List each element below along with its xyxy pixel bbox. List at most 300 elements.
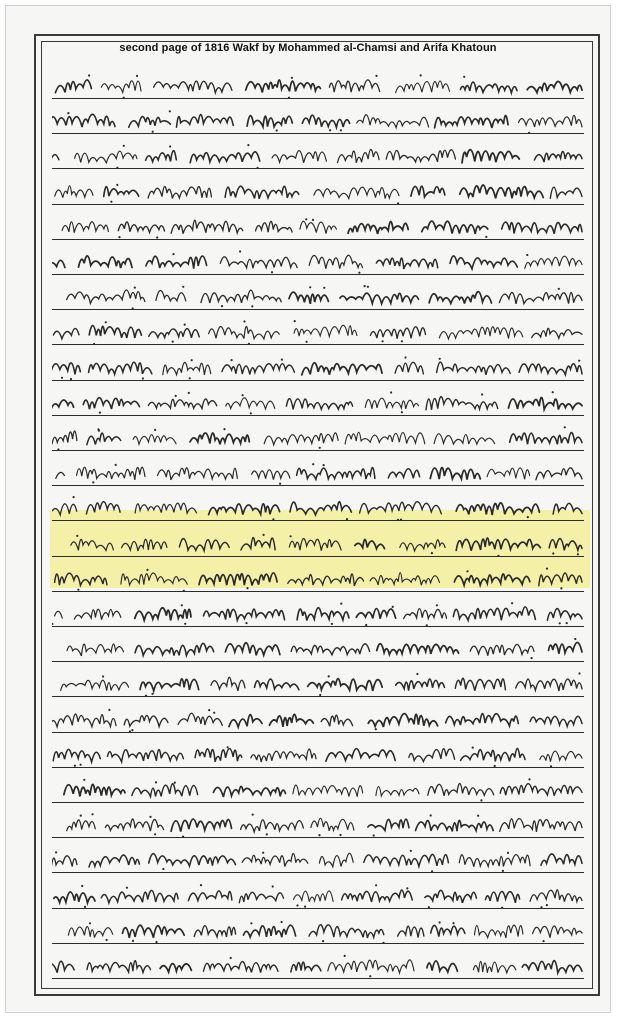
ink-stroke xyxy=(171,819,231,832)
ink-stroke xyxy=(121,573,187,585)
script-line xyxy=(52,598,584,628)
ink-dot xyxy=(152,131,154,133)
ink-stroke xyxy=(536,468,582,480)
ink-dot xyxy=(172,253,174,255)
ink-dot xyxy=(436,604,438,606)
ink-stroke xyxy=(135,504,196,514)
ink-stroke xyxy=(270,714,314,726)
ink-dot xyxy=(221,305,223,307)
ink-stroke xyxy=(190,433,249,444)
ink-stroke xyxy=(74,609,121,619)
ink-stroke xyxy=(519,363,582,374)
ink-dot xyxy=(126,886,128,888)
ink-dot xyxy=(97,428,99,430)
ink-stroke xyxy=(241,537,275,549)
ink-stroke xyxy=(79,256,133,268)
ink-stroke xyxy=(132,784,198,797)
ink-stroke xyxy=(486,891,520,902)
ink-dot xyxy=(552,552,554,554)
ink-stroke xyxy=(101,81,141,93)
ink-stroke xyxy=(194,925,235,936)
ink-stroke xyxy=(309,925,384,938)
ink-dot xyxy=(67,112,69,114)
ink-dot xyxy=(323,464,325,466)
ink-dot xyxy=(546,904,548,906)
ink-stroke xyxy=(547,609,582,621)
ink-dot xyxy=(466,570,468,572)
ink-dot xyxy=(80,763,82,765)
ink-stroke xyxy=(289,292,328,304)
ink-dot xyxy=(91,813,93,815)
ink-dot xyxy=(108,708,110,710)
ink-stroke xyxy=(52,362,80,374)
ink-stroke xyxy=(427,961,458,972)
ink-dot xyxy=(369,975,371,977)
ink-stroke xyxy=(470,645,534,656)
ink-stroke xyxy=(195,748,242,761)
ink-dot xyxy=(552,391,554,393)
ink-dot xyxy=(102,676,104,678)
ink-dot xyxy=(189,377,191,379)
ink-stroke xyxy=(135,644,214,656)
ink-stroke xyxy=(446,713,519,725)
ink-stroke xyxy=(52,155,59,160)
ink-stroke xyxy=(364,855,449,867)
ink-stroke xyxy=(386,150,455,162)
ink-dot xyxy=(132,940,134,942)
ink-stroke xyxy=(108,749,184,761)
ink-stroke xyxy=(411,186,445,197)
ink-dot xyxy=(169,146,171,148)
ink-dot xyxy=(358,272,360,274)
ink-dot xyxy=(480,799,482,801)
ink-dot xyxy=(262,852,264,854)
ink-dot xyxy=(55,852,57,854)
ink-stroke xyxy=(53,749,100,762)
ink-dot xyxy=(208,709,210,711)
ink-dot xyxy=(73,496,75,498)
ink-dot xyxy=(239,250,241,252)
ink-stroke xyxy=(308,679,383,691)
ink-stroke xyxy=(160,964,191,972)
ink-stroke xyxy=(220,257,297,268)
ink-stroke xyxy=(499,293,582,304)
ink-dot xyxy=(88,74,90,76)
ink-dot xyxy=(309,286,311,288)
ink-dot xyxy=(344,955,346,957)
ink-stroke xyxy=(177,115,234,128)
ink-dot xyxy=(145,695,147,697)
ink-dot xyxy=(154,833,156,835)
ink-dot xyxy=(134,287,136,289)
ink-dot xyxy=(77,588,79,590)
ink-stroke xyxy=(395,362,423,374)
ink-stroke xyxy=(104,186,139,196)
ink-dot xyxy=(223,428,225,430)
ink-dot xyxy=(188,392,190,394)
ink-stroke xyxy=(101,890,178,902)
script-line xyxy=(52,316,584,346)
ink-stroke xyxy=(64,784,125,796)
script-line xyxy=(52,668,584,698)
ink-dot xyxy=(397,202,399,204)
ink-dot xyxy=(329,129,331,131)
ink-stroke xyxy=(396,679,445,691)
script-line xyxy=(52,246,584,276)
ink-dot xyxy=(430,815,432,817)
ink-stroke xyxy=(434,434,495,444)
ink-dot xyxy=(375,884,377,886)
ink-dot xyxy=(331,623,333,625)
ink-stroke xyxy=(256,221,293,232)
ink-stroke xyxy=(264,433,338,445)
ink-dot xyxy=(251,305,253,307)
ink-dot xyxy=(156,236,158,238)
ink-dot xyxy=(288,97,290,99)
ink-dot xyxy=(80,815,82,817)
ink-stroke xyxy=(487,468,529,479)
ink-dot xyxy=(559,622,561,624)
script-line xyxy=(52,880,584,910)
ink-dot xyxy=(123,145,125,147)
ink-stroke xyxy=(225,643,280,656)
ink-stroke xyxy=(376,258,437,269)
ink-stroke xyxy=(338,150,380,163)
ink-stroke xyxy=(461,748,525,761)
script-line xyxy=(52,492,584,522)
ink-stroke xyxy=(329,80,379,92)
ink-stroke xyxy=(289,538,341,550)
ink-stroke xyxy=(52,114,115,127)
ink-stroke xyxy=(122,539,167,551)
ink-dot xyxy=(184,623,186,625)
ink-dot xyxy=(52,623,53,625)
ink-stroke xyxy=(56,473,65,479)
ink-dot xyxy=(528,778,530,780)
ink-stroke xyxy=(396,81,450,93)
ink-dot xyxy=(142,377,144,379)
ink-dot xyxy=(279,483,281,485)
ink-dot xyxy=(296,904,298,906)
ink-stroke xyxy=(422,221,488,234)
ink-dot xyxy=(404,356,406,358)
ink-stroke xyxy=(460,82,517,93)
ink-dot xyxy=(263,533,265,535)
ink-dot xyxy=(497,554,499,556)
ink-stroke xyxy=(105,819,163,831)
ink-dot xyxy=(281,921,283,923)
ink-stroke xyxy=(54,892,95,903)
ink-stroke xyxy=(510,433,582,445)
ink-dot xyxy=(105,322,107,324)
ink-stroke xyxy=(532,329,582,339)
ink-stroke xyxy=(52,714,116,727)
ink-stroke xyxy=(293,785,363,797)
ink-stroke xyxy=(326,748,395,761)
ink-dot xyxy=(323,287,325,289)
ink-stroke xyxy=(456,503,539,515)
ink-dot xyxy=(463,76,465,78)
ink-stroke xyxy=(454,574,530,585)
ink-dot xyxy=(132,308,134,310)
ink-stroke xyxy=(163,362,211,375)
ink-dot xyxy=(406,887,408,889)
ink-dot xyxy=(477,815,479,817)
ink-dot xyxy=(543,940,545,942)
ink-dot xyxy=(312,463,314,465)
ink-dot xyxy=(375,75,377,77)
ink-dot xyxy=(92,481,94,483)
ink-stroke xyxy=(290,502,351,515)
ink-stroke xyxy=(133,435,176,445)
ink-dot xyxy=(290,535,292,537)
ink-dot xyxy=(149,816,151,818)
ink-dot xyxy=(74,764,76,766)
ink-stroke xyxy=(55,185,93,197)
ink-dot xyxy=(319,694,321,696)
ink-dot xyxy=(507,852,509,854)
ink-stroke xyxy=(522,961,582,973)
ink-stroke xyxy=(53,504,77,515)
ink-dot xyxy=(184,324,186,326)
ink-dot xyxy=(501,906,503,908)
ink-dot xyxy=(472,746,474,748)
ink-dot xyxy=(227,746,229,748)
script-line xyxy=(52,70,584,100)
ink-dot xyxy=(304,905,306,907)
handwritten-lines xyxy=(34,34,600,996)
ink-dot xyxy=(502,870,504,872)
ink-dot xyxy=(81,884,83,886)
ink-dot xyxy=(175,395,177,397)
ink-stroke xyxy=(118,222,164,232)
ink-stroke xyxy=(456,538,540,551)
manuscript-image xyxy=(34,34,600,996)
ink-dot xyxy=(340,129,342,131)
ink-stroke xyxy=(519,116,583,128)
ink-dot xyxy=(271,271,273,273)
script-line xyxy=(52,774,584,804)
ink-stroke xyxy=(302,115,349,127)
ink-dot xyxy=(526,254,528,256)
ink-dot xyxy=(294,320,296,322)
document-page xyxy=(6,6,610,1012)
ink-dot xyxy=(322,940,324,942)
ink-stroke xyxy=(309,255,362,269)
script-line xyxy=(52,457,584,487)
ink-stroke xyxy=(124,715,168,726)
ink-dot xyxy=(243,321,245,323)
ink-dot xyxy=(397,519,399,521)
ink-stroke xyxy=(222,363,295,374)
ink-dot xyxy=(365,624,367,626)
ink-dot xyxy=(382,341,384,343)
ink-dot xyxy=(550,765,552,767)
ink-stroke xyxy=(459,855,530,867)
ink-dot xyxy=(247,144,249,146)
ink-stroke xyxy=(149,329,199,338)
ink-stroke xyxy=(450,256,517,269)
ink-stroke xyxy=(52,260,65,268)
ink-stroke xyxy=(52,400,74,409)
ink-stroke xyxy=(300,221,337,233)
ink-dot xyxy=(367,286,369,288)
ink-stroke xyxy=(146,151,177,162)
ink-stroke xyxy=(204,609,285,620)
ink-stroke xyxy=(291,644,369,655)
ink-dot xyxy=(93,343,95,345)
ink-dot xyxy=(272,885,274,887)
ink-dot xyxy=(123,97,125,99)
ink-dot xyxy=(248,343,250,345)
ink-stroke xyxy=(86,502,120,514)
ink-dot xyxy=(319,447,321,449)
ink-dot xyxy=(276,130,278,132)
ink-dot xyxy=(578,359,580,361)
ink-stroke xyxy=(149,854,236,866)
ink-stroke xyxy=(409,749,455,762)
script-line xyxy=(52,563,584,593)
ink-dot xyxy=(76,534,78,536)
script-line xyxy=(52,844,584,874)
ink-stroke xyxy=(209,327,280,339)
ink-stroke xyxy=(52,961,74,972)
ink-dot xyxy=(528,132,530,134)
ink-stroke xyxy=(428,783,494,795)
script-line xyxy=(52,176,584,206)
script-line xyxy=(52,352,584,382)
ink-stroke xyxy=(502,222,582,234)
ink-stroke xyxy=(140,679,199,691)
ink-dot xyxy=(410,850,412,852)
ink-stroke xyxy=(67,290,145,303)
ink-stroke xyxy=(398,926,424,937)
ink-stroke xyxy=(62,222,108,233)
ink-stroke xyxy=(89,362,152,374)
ink-stroke xyxy=(365,398,418,409)
ink-stroke xyxy=(368,819,409,830)
ink-dot xyxy=(115,464,117,466)
ink-stroke xyxy=(541,854,582,865)
ink-dot xyxy=(540,906,542,908)
ink-stroke xyxy=(87,433,121,445)
ink-stroke xyxy=(311,819,354,832)
ink-dot xyxy=(174,782,176,784)
ink-dot xyxy=(230,957,232,959)
ink-stroke xyxy=(154,81,232,93)
ink-dot xyxy=(257,167,259,169)
script-line xyxy=(52,809,584,839)
ink-stroke xyxy=(148,399,217,409)
ink-stroke xyxy=(158,468,238,480)
ink-stroke xyxy=(370,327,425,339)
ink-dot xyxy=(375,728,377,730)
ink-stroke xyxy=(211,678,245,692)
script-line xyxy=(52,704,584,734)
ink-dot xyxy=(401,411,403,413)
ink-stroke xyxy=(530,716,582,726)
ink-stroke xyxy=(89,326,141,338)
ink-dot xyxy=(420,74,422,76)
ink-dot xyxy=(431,871,433,873)
ink-dot xyxy=(70,377,72,379)
ink-stroke xyxy=(55,80,91,93)
ink-stroke xyxy=(425,890,477,903)
ink-dot xyxy=(558,288,560,290)
ink-dot xyxy=(151,693,153,695)
ink-dot xyxy=(574,638,576,640)
ink-stroke xyxy=(148,186,211,198)
ink-stroke xyxy=(297,608,349,621)
ink-dot xyxy=(213,711,215,713)
ink-stroke xyxy=(71,539,114,550)
ink-stroke xyxy=(509,397,583,409)
ink-stroke xyxy=(77,467,145,480)
ink-dot xyxy=(116,183,118,185)
ink-stroke xyxy=(426,396,498,409)
ink-dot xyxy=(382,941,384,943)
ink-stroke xyxy=(55,611,63,618)
ink-stroke xyxy=(294,891,334,902)
ink-stroke xyxy=(294,326,357,337)
ink-dot xyxy=(183,589,185,591)
script-line xyxy=(52,633,584,663)
ink-dot xyxy=(439,921,441,923)
ink-dot xyxy=(116,167,118,169)
ink-stroke xyxy=(439,327,523,339)
ink-dot xyxy=(182,286,184,288)
ink-stroke xyxy=(297,468,375,480)
ink-stroke xyxy=(533,926,582,938)
ink-stroke xyxy=(455,679,505,691)
ink-stroke xyxy=(291,962,321,972)
ink-dot xyxy=(191,359,193,361)
ink-stroke xyxy=(429,292,491,304)
ink-dot xyxy=(339,834,341,836)
ink-stroke xyxy=(377,644,459,655)
ink-dot xyxy=(364,285,366,287)
ink-stroke xyxy=(87,961,151,973)
ink-stroke xyxy=(251,749,316,762)
ink-stroke xyxy=(204,962,279,973)
ink-dot xyxy=(340,603,342,605)
ink-stroke xyxy=(321,715,352,726)
ink-stroke xyxy=(500,784,582,796)
ink-dot xyxy=(200,884,202,886)
ink-stroke xyxy=(188,890,232,900)
ink-stroke xyxy=(123,925,185,938)
ink-dot xyxy=(439,357,441,359)
ink-stroke xyxy=(61,681,129,691)
ink-stroke xyxy=(328,960,414,973)
ink-stroke xyxy=(473,961,515,972)
ink-dot xyxy=(136,75,138,77)
ink-dot xyxy=(84,905,86,907)
ink-dot xyxy=(162,868,164,870)
ink-stroke xyxy=(241,820,304,832)
ink-stroke xyxy=(430,468,480,480)
ink-stroke xyxy=(549,538,582,550)
ink-dot xyxy=(392,606,394,608)
document-caption: second page of 1816 Wakf by Mohammed al-Chamsi and Arifa Khatoun xyxy=(119,42,497,54)
ink-dot xyxy=(245,622,247,624)
ink-dot xyxy=(155,941,157,943)
ink-dot xyxy=(527,516,529,518)
ink-dot xyxy=(242,394,244,396)
ink-stroke xyxy=(242,854,308,867)
ink-stroke xyxy=(355,539,385,548)
ink-dot xyxy=(428,906,430,908)
